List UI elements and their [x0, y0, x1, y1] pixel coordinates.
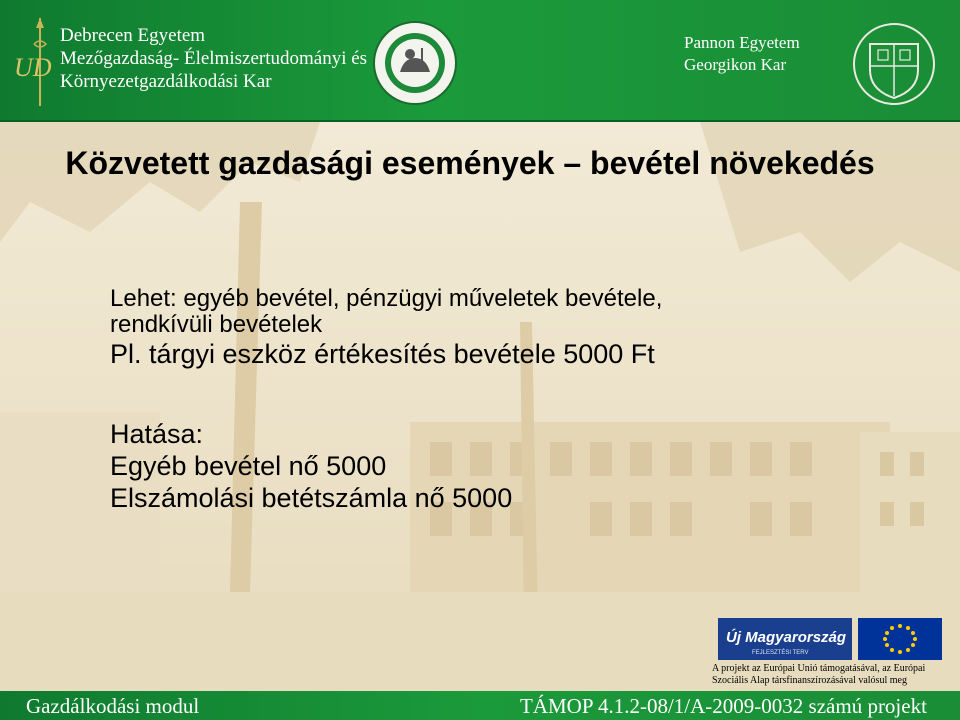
body-line-5: Egyéb bevétel nő 5000 — [110, 451, 387, 481]
header-right-line-1: Pannon Egyetem — [684, 33, 800, 52]
body-line-2: rendkívüli bevételek — [110, 311, 323, 338]
svg-text:Új Magyarország: Új Magyarország — [726, 629, 847, 646]
header-right-line-2: Georgikon Kar — [684, 55, 787, 74]
slide-body — [110, 286, 930, 514]
eu-note-line-2: Szociális Alap társfinanszírozásával valósul meg — [712, 675, 907, 686]
university-debrecen-logo — [10, 14, 52, 110]
footer-banner — [0, 691, 960, 720]
svg-text:UD: UD — [14, 53, 52, 82]
header-left-line-2: Mezőgazdaság- Élelmiszertudományi és — [60, 48, 368, 69]
header-left-line-1: Debrecen Egyetem — [60, 25, 206, 46]
body-line-3: Pl. tárgyi eszköz értékesítés bevétele 5000 Ft — [110, 339, 655, 369]
spacer — [110, 370, 930, 418]
svg-text:FEJLESZTÉSI TERV: FEJLESZTÉSI TERV — [752, 650, 809, 656]
footer-project-id: TÁMOP 4.1.2-08/1/A-2009-0032 számú projekt — [520, 694, 927, 718]
header-banner — [0, 0, 960, 120]
eu-funding-note — [712, 663, 952, 687]
uj-magyarorszag-logo — [718, 618, 852, 660]
body-line-6: Elszámolási betétszámla nő 5000 — [110, 483, 513, 513]
header-left-line-3: Környezetgazdálkodási Kar — [60, 71, 272, 92]
eu-flag-icon — [858, 618, 942, 660]
pannon-faculty-name — [684, 32, 800, 76]
footer-module-name: Gazdálkodási modul — [26, 694, 200, 718]
body-line-4: Hatása: — [110, 419, 204, 449]
eu-note-line-1: A projekt az Európai Unió támogatásával, az Európai — [712, 663, 926, 674]
pannon-university-crest-icon — [848, 18, 940, 110]
body-line-1: Lehet: egyéb bevétel, pénzügyi műveletek bevétele, — [110, 285, 663, 312]
debrecen-faculty-name — [60, 24, 367, 93]
faculty-seal-icon — [372, 20, 458, 106]
slide-title: Közvetett gazdasági események – bevétel növekedés — [65, 145, 875, 181]
